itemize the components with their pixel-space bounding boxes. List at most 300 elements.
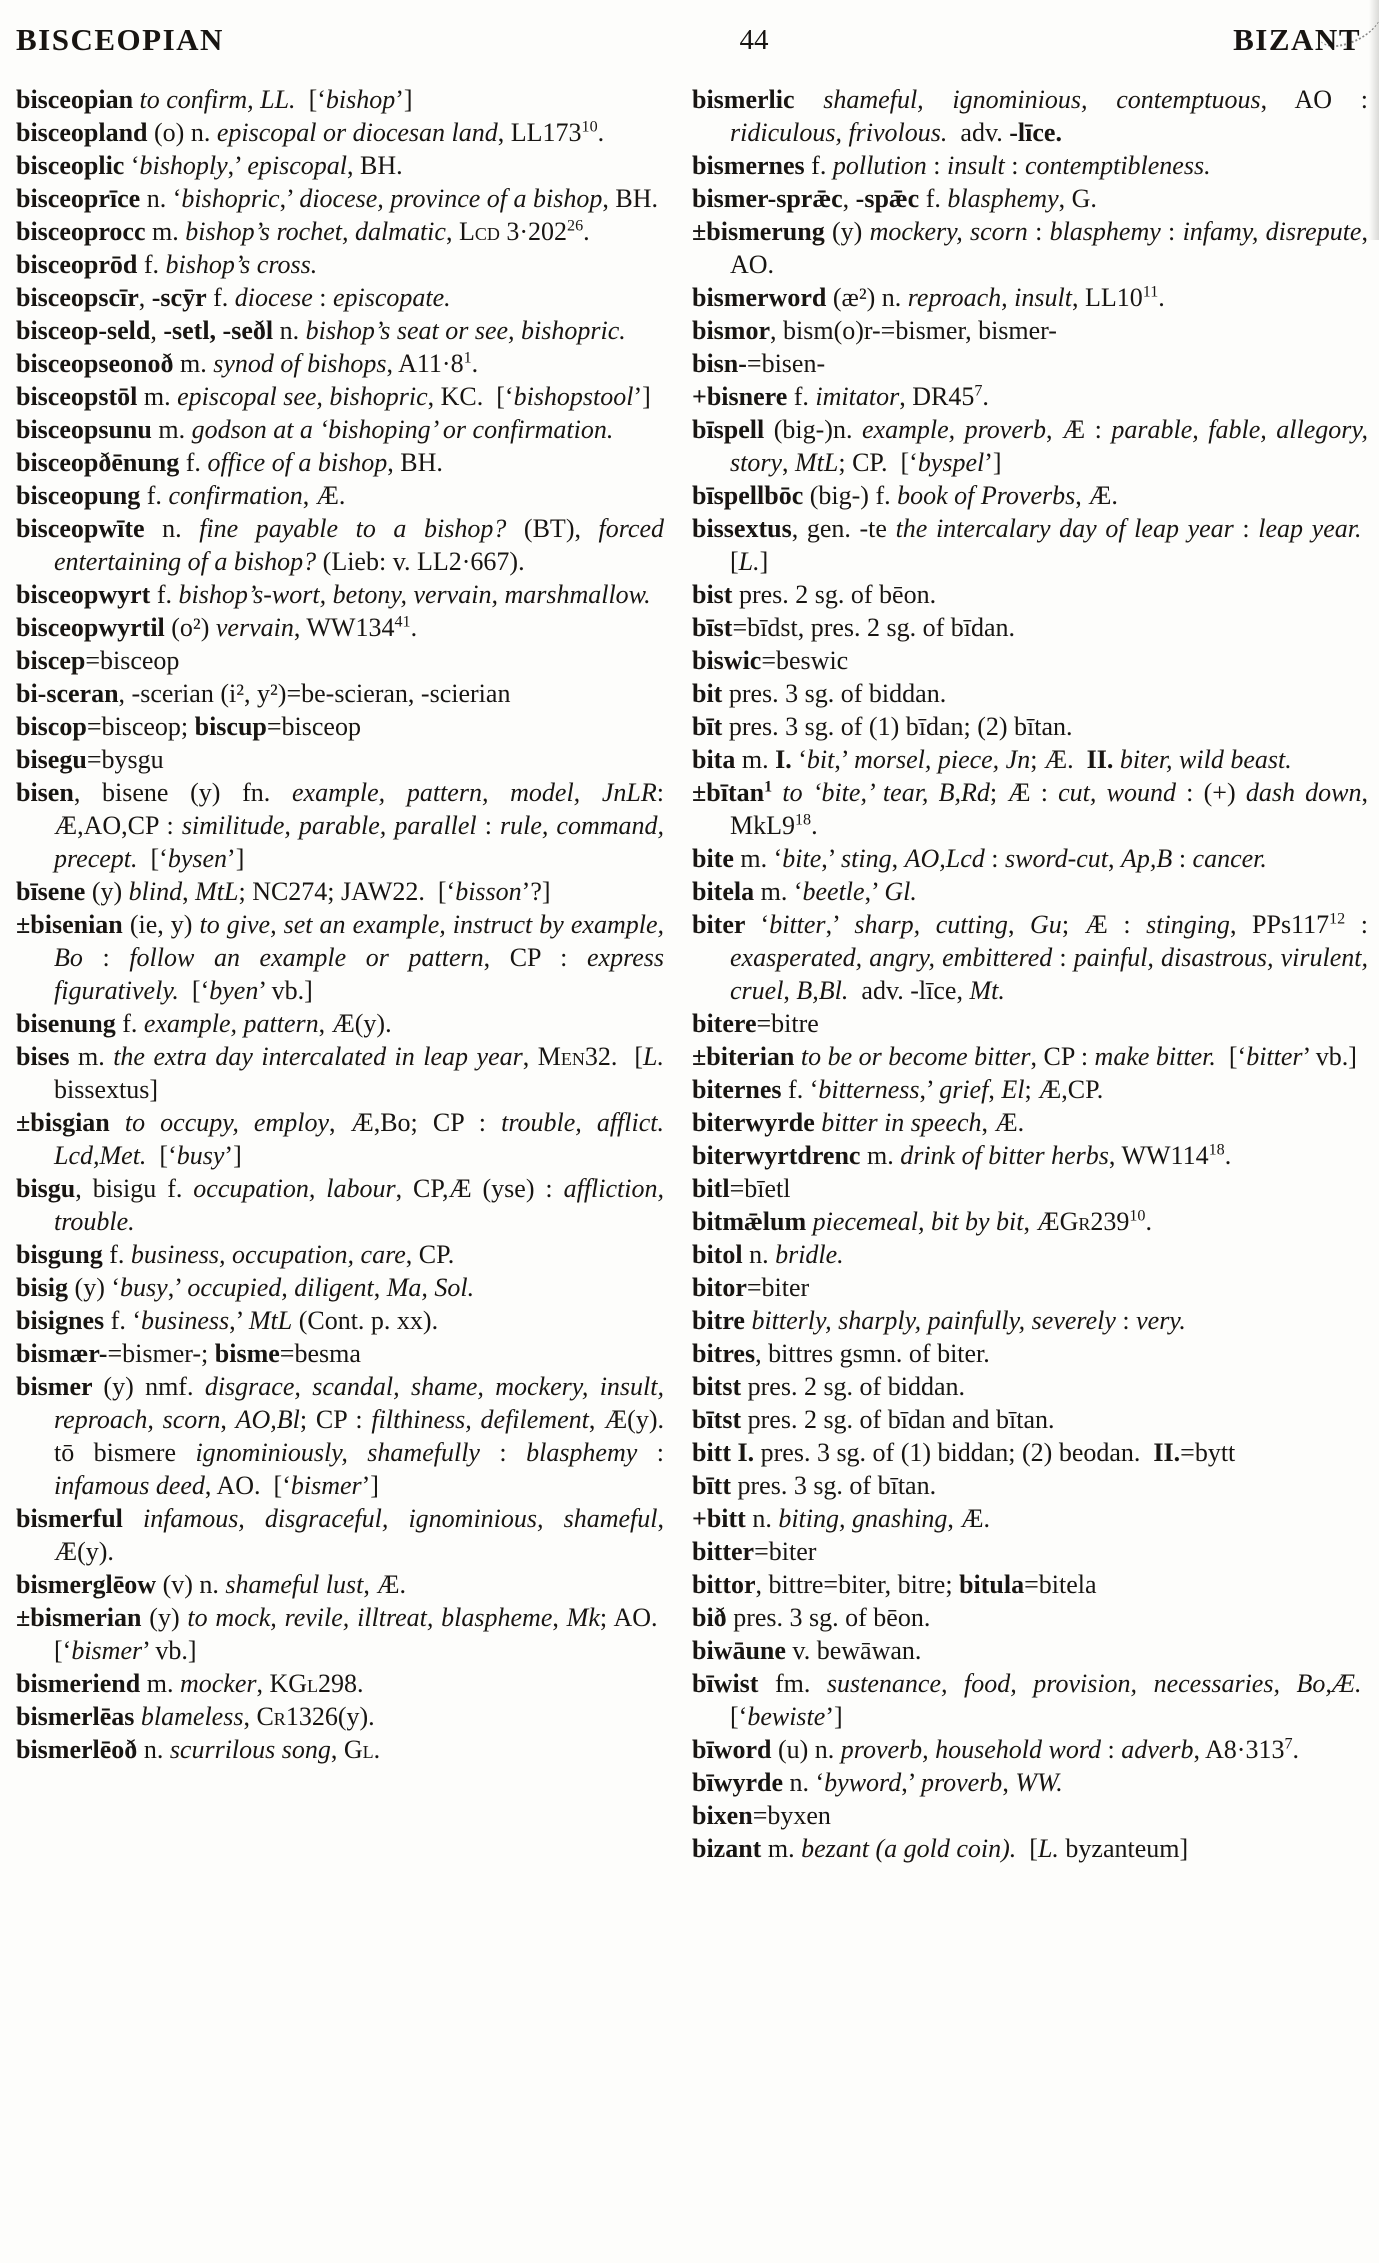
entry-text-segment: to ‘bite,’ tear, B,Rd [782, 778, 990, 807]
entry-text-segment: n. ‘ [146, 184, 182, 213]
entry-text-segment: . [1224, 1141, 1232, 1170]
entry-text-segment: , CP,Æ (yse) : [395, 1174, 564, 1203]
entry-text-segment: morsel, piece, Jn [854, 745, 1031, 774]
entry-text-segment: , Æ. [981, 1108, 1025, 1137]
entry-text-segment: bises [16, 1042, 78, 1071]
entry-text-segment: f. [146, 481, 169, 510]
entry-text-segment: synod of bishops [213, 349, 387, 378]
entry-text-segment: n. [749, 1240, 776, 1269]
dictionary-entry [692, 1733, 1368, 1766]
dictionary-entry [16, 512, 664, 578]
entry-text-segment: ’] [633, 382, 651, 411]
entry-text-segment: business, occupation, care [130, 1240, 406, 1269]
entry-text-segment: : (+) [1175, 778, 1246, 807]
entry-text-segment: [‘ [137, 844, 168, 873]
entry-text-segment: ] [759, 547, 769, 576]
entry-text-segment: affliction, trouble. [54, 1174, 664, 1236]
entry-text-segment: [‘ [295, 85, 326, 114]
entry-text-segment: byword [824, 1768, 902, 1797]
entry-text-segment: , gen. -te [791, 514, 896, 543]
entry-text-segment: f. [122, 1009, 144, 1038]
dictionary-entry [692, 1568, 1368, 1601]
entry-text-segment: ,’ [864, 877, 885, 906]
entry-text-segment: (big-)n. [773, 415, 862, 444]
entry-text-segment: AO,Bl [235, 1405, 300, 1434]
entry-text-segment: bist [692, 580, 739, 609]
entry-text-segment: f. ‘ [788, 1075, 819, 1104]
entry-text-segment: bishopstool [513, 382, 634, 411]
dictionary-entry [16, 1337, 664, 1370]
entry-text-segment: , Æ,Bo; CP : [329, 1108, 502, 1137]
entry-text-segment: biternes [692, 1075, 789, 1104]
entry-text-segment: bīwyrde [692, 1768, 790, 1797]
entry-text-segment: +bitt [692, 1504, 753, 1533]
entry-text-segment: diocese, province of a bishop [299, 184, 603, 213]
entry-text-segment: f. [156, 580, 179, 609]
entry-text-segment: El [1001, 1075, 1025, 1104]
entry-text-segment: , KC. [‘ [427, 382, 514, 411]
entry-text-segment: bisceopscīr [16, 283, 139, 312]
entry-text-segment: Mt. [969, 976, 1005, 1005]
entry-text-segment: bisgu [16, 1174, 76, 1203]
entry-text-segment: the extra day intercalated in leap year [113, 1042, 523, 1071]
entry-text-segment: pres. 3 sg. of biddan. [728, 679, 947, 708]
entry-text-segment: : [1345, 910, 1369, 939]
entry-text-segment: example, pattern [143, 1009, 319, 1038]
entry-text-segment: ridiculous, frivolous. [730, 118, 948, 147]
entry-text-segment: bite [692, 844, 741, 873]
entry-text-segment: , Æ. [1075, 481, 1118, 510]
entry-text-segment: , [783, 976, 797, 1005]
entry-text-segment: bīt [692, 712, 729, 741]
entry-text-segment: , [522, 1042, 538, 1071]
entry-text-segment: bitt [692, 1438, 738, 1467]
entry-text-segment: biscup [194, 712, 267, 741]
entry-text-segment: ‘ [791, 745, 807, 774]
entry-text-segment: AO,Lcd [904, 844, 985, 873]
entry-text-segment: , [138, 283, 152, 312]
entry-text-segment: 26 [567, 217, 584, 235]
entry-text-segment: , [1023, 1207, 1037, 1236]
entry-text-segment: f. ‘ [110, 1306, 141, 1335]
entry-text-segment: , BH. [602, 184, 658, 213]
entry-text-segment: filthiness, defilement [371, 1405, 589, 1434]
entry-text-segment: [‘ [146, 1141, 177, 1170]
entry-text-segment: bismer [290, 1471, 362, 1500]
entry-text-segment: ’] [395, 85, 413, 114]
entry-text-segment: bīspellbōc [692, 481, 810, 510]
entry-text-segment: imitator [815, 382, 900, 411]
entry-text-segment: (y) ‘ [74, 1273, 121, 1302]
entry-text-segment: bismær- [16, 1339, 108, 1368]
dictionary-entry [16, 479, 664, 512]
entry-text-segment: ; CP. [‘ [838, 448, 918, 477]
entry-text-segment: example, pattern, model, JnLR [292, 778, 657, 807]
entry-text-segment: n. ‘ [789, 1768, 825, 1797]
header-guide-word-right: BIZANT [1233, 22, 1361, 57]
dictionary-entry [692, 215, 1368, 281]
entry-text-segment: bitula [959, 1570, 1025, 1599]
dictionary-entry [16, 1370, 664, 1502]
entry-text-segment: f. [919, 184, 948, 213]
entry-text-segment: bitres [692, 1339, 756, 1368]
entry-text-segment: -setl, -seðl [163, 316, 274, 345]
entry-text-segment: business [140, 1306, 230, 1335]
entry-text-segment: bitre [692, 1306, 752, 1335]
entry-text-segment: =bysgu [86, 745, 164, 774]
entry-text-segment: , CP. [405, 1240, 455, 1269]
dictionary-entry [692, 83, 1368, 149]
dictionary-entry [16, 1667, 664, 1700]
entry-text-segment: ; Æ : [989, 778, 1059, 807]
entry-text-segment: , AO. [730, 217, 1368, 279]
entry-text-segment: KGl [269, 1669, 319, 1698]
entry-text-segment: =bitela [1024, 1570, 1097, 1599]
entry-text-segment: bittor [692, 1570, 756, 1599]
entry-text-segment: similitude, parable, parallel [181, 811, 477, 840]
entry-text-segment: biterwyrtdrenc [692, 1141, 867, 1170]
entry-text-segment: : [1052, 943, 1074, 972]
entry-text-segment: bisceopland [16, 118, 154, 147]
dictionary-entry [16, 1502, 664, 1568]
entry-text-segment: byzanteum] [1058, 1834, 1189, 1863]
entry-text-segment: bishopric [181, 184, 280, 213]
entry-text-segment: occupied, diligent [187, 1273, 374, 1302]
dictionary-entry [16, 1700, 664, 1733]
entry-text-segment: =bitre [756, 1009, 819, 1038]
entry-text-segment: express figuratively. [54, 943, 664, 1005]
entry-text-segment: biscep [16, 646, 86, 675]
entry-text-segment: mockery, scorn [869, 217, 1028, 246]
entry-text-segment: pres. 3 sg. of bītan. [737, 1471, 937, 1500]
entry-text-segment: ; Æ : [1061, 910, 1147, 939]
entry-text-segment: bishop’s rochet, dalmatic [185, 217, 446, 246]
dictionary-entry [16, 1040, 664, 1106]
entry-text-segment: bite [782, 844, 822, 873]
entry-text-segment: biterwyrde [692, 1108, 822, 1137]
entry-text-segment: f. [206, 283, 235, 312]
entry-text-segment: (big-) f. [809, 481, 898, 510]
entry-text-segment: bisceopsunu [16, 415, 159, 444]
dictionary-entry [16, 743, 664, 776]
dictionary-entry [16, 314, 664, 347]
entry-text-segment: bi-sceran [16, 679, 119, 708]
entry-text-segment: , LL173 [497, 118, 582, 147]
entry-text-segment: fm. [775, 1669, 827, 1698]
entry-text-segment: bissextus] [54, 1075, 158, 1104]
entry-text-segment: m. [143, 382, 178, 411]
entry-text-segment: , Æ(y). tō bismere [54, 1405, 664, 1467]
entry-text-segment: ±bītan [692, 778, 765, 807]
entry-text-segment: bishop [325, 85, 396, 114]
entry-text-segment: [‘ [1215, 1042, 1247, 1071]
entry-text-segment: =bytt [1180, 1438, 1236, 1467]
entry-text-segment: 298. [318, 1669, 364, 1698]
entry-text-segment: m. [866, 1141, 901, 1170]
entry-text-segment: bisgung [16, 1240, 110, 1269]
dictionary-entry [16, 710, 664, 743]
entry-text-segment: WW. [1015, 1768, 1063, 1797]
entry-text-segment: shameful, ignominious, contemptuous [823, 85, 1261, 114]
entry-text-segment: m. [77, 1042, 114, 1071]
entry-text-segment: bishop’s-wort, betony, vervain, marshmallow. [178, 580, 651, 609]
entry-text-segment: ,’ [825, 910, 855, 939]
entry-text-segment: ’ vb.] [258, 976, 313, 1005]
entry-text-segment: . [1145, 1207, 1152, 1236]
entry-text-segment: (y) [832, 217, 870, 246]
entry-text-segment: bysen [167, 844, 228, 873]
entry-text-segment: , CP : [483, 943, 587, 972]
entry-text-segment: adv. [947, 118, 1010, 147]
entry-text-segment: to mock, revile, illtreat, blaspheme [187, 1603, 553, 1632]
entry-text-segment: disgrace, scandal, shame, mockery, insult, reproach, scorn [54, 1372, 664, 1434]
entry-text-segment: bītst [692, 1405, 748, 1434]
dictionary-entry [16, 116, 664, 149]
entry-text-segment: pollution [832, 151, 927, 180]
dictionary-entry [692, 677, 1368, 710]
entry-text-segment: , DR45 [899, 382, 975, 411]
entry-text-segment: ,’ [834, 745, 855, 774]
entry-text-segment: bishop’s seat or see, bishopric. [305, 316, 626, 345]
entry-text-segment: m. [158, 415, 192, 444]
entry-text-segment: : [926, 151, 947, 180]
dictionary-entry [16, 611, 664, 644]
entry-text-segment: , [1108, 844, 1122, 873]
entry-text-segment: bridle. [775, 1240, 844, 1269]
entry-text-segment: busy [176, 1141, 225, 1170]
dictionary-entry [692, 1799, 1368, 1832]
entry-text-segment: follow an example or pattern [129, 943, 484, 972]
entry-text-segment: bismernes [692, 151, 812, 180]
entry-text-segment: ’] [825, 1702, 843, 1731]
entry-text-segment: bitst [692, 1372, 748, 1401]
entry-text-segment: , [1002, 1768, 1016, 1797]
entry-text-segment: to give, set an example, instruct by example, Bo [54, 910, 664, 972]
entry-text-segment: , bisigu f. [75, 1174, 194, 1203]
entry-text-segment: ’] [224, 1141, 242, 1170]
entry-text-segment: MtL [195, 877, 239, 906]
entry-text-segment: adverb [1121, 1735, 1194, 1764]
entry-text-segment: pres. 2 sg. of bēon. [738, 580, 937, 609]
entry-text-segment: , [552, 1603, 567, 1632]
entry-text-segment: f. [143, 250, 166, 279]
entry-text-segment: , -scerian (i², y²)=be-scieran, -scierian [118, 679, 511, 708]
entry-text-segment: (BT), [506, 514, 599, 543]
entry-text-segment: bisceoprīce [16, 184, 147, 213]
entry-text-segment: , AO : [1260, 85, 1368, 114]
dictionary-entry [16, 1304, 664, 1337]
entry-text-segment: bitol [692, 1240, 750, 1269]
dictionary-entry [16, 1601, 664, 1667]
entry-text-segment: : [476, 811, 500, 840]
entry-text-segment: , G. [1058, 184, 1097, 213]
entry-text-segment: stinging [1146, 910, 1230, 939]
entry-text-segment: , Æ. [302, 481, 346, 510]
entry-text-segment: n. [143, 1735, 170, 1764]
entry-text-segment: , MkL9 [730, 778, 1369, 840]
entry-text-segment: , Æ : [1045, 415, 1112, 444]
entry-text-segment: , Æ(y). [318, 1009, 392, 1038]
entry-text-segment: ’] [227, 844, 245, 873]
entry-text-segment: Gl [343, 1735, 374, 1764]
entry-text-segment: n. [273, 316, 306, 345]
entry-text-segment: bīwist [692, 1669, 775, 1698]
entry-text-segment: bitter [1246, 1042, 1303, 1071]
entry-text-segment: very. [1136, 1306, 1186, 1335]
entry-text-segment: bisceopwyrtil [16, 613, 172, 642]
entry-text-segment: ’ vb.] [142, 1636, 197, 1665]
entry-text-segment: (y) nmf. [103, 1372, 205, 1401]
entry-text-segment: . [1158, 283, 1165, 312]
entry-text-segment: rule, command, precept. [54, 811, 664, 873]
dictionary-entry [692, 347, 1368, 380]
entry-text-segment: biwāune [692, 1636, 793, 1665]
entry-text-segment: ’] [361, 1471, 379, 1500]
entry-text-segment: blameless [140, 1702, 244, 1731]
entry-text-segment: Ma, Sol. [386, 1273, 475, 1302]
entry-text-segment: , A11·8 [386, 349, 464, 378]
dictionary-entry [16, 1733, 664, 1766]
entry-text-segment: f. [811, 151, 833, 180]
entry-text-segment: ’ vb.] [1302, 1042, 1357, 1071]
entry-text-segment: bīword [692, 1735, 778, 1764]
entry-text-segment: bismer-sprǣc [692, 184, 843, 213]
entry-text-segment: busy [120, 1273, 168, 1302]
dictionary-entry [16, 215, 664, 248]
entry-text-segment: bit [806, 745, 835, 774]
entry-text-segment: bismer [71, 1636, 143, 1665]
dictionary-entry [16, 182, 664, 215]
entry-text-segment: drink of bitter herbs [900, 1141, 1109, 1170]
entry-text-segment: ; Æ. [1030, 745, 1087, 774]
dictionary-entry [16, 578, 664, 611]
entry-text-segment: =bīdst, pres. 2 sg. of bīdan. [732, 613, 1016, 642]
entry-text-segment: [ [730, 514, 1368, 576]
entry-text-segment: , [256, 1669, 270, 1698]
entry-text-segment: MtL [795, 448, 839, 477]
entry-text-segment: [‘ [730, 1669, 1368, 1731]
entry-text-segment: , [782, 448, 795, 477]
entry-text-segment: bitterly, sharply, painfully, severely [751, 1306, 1116, 1335]
entry-text-segment: to confirm, LL. [139, 85, 296, 114]
entry-text-segment: bewiste [747, 1702, 826, 1731]
dictionary-entry [692, 1535, 1368, 1568]
entry-text-segment: bisceopðēnung [16, 448, 186, 477]
entry-text-segment: godson at a ‘bishoping’ or confirmation. [191, 415, 614, 444]
entry-text-segment: ignominiously, shamefully [195, 1438, 480, 1467]
entry-text-segment: biswic [692, 646, 762, 675]
entry-text-segment: occupation, labour [193, 1174, 396, 1203]
entry-text-segment: =bisceop [85, 646, 180, 675]
entry-text-segment: ±bismerian [16, 1603, 150, 1632]
entry-text-segment: , [891, 844, 905, 873]
entry-text-segment: Ap,B [1121, 844, 1173, 873]
entry-text-segment: . [373, 1735, 381, 1764]
entry-text-segment: I. [775, 745, 792, 774]
dictionary-entry [692, 1469, 1368, 1502]
entry-text-segment: . [471, 349, 479, 378]
dictionary-entry [692, 281, 1368, 314]
entry-text-segment: shameful lust [225, 1570, 364, 1599]
dictionary-entry [692, 611, 1368, 644]
entry-text-segment: +bisnere [692, 382, 794, 411]
entry-text-segment: =bisceop; [86, 712, 195, 741]
entry-text-segment: m. [767, 1834, 802, 1863]
entry-text-segment: bisceopwyrt [16, 580, 157, 609]
entry-text-segment: bisceopung [16, 481, 147, 510]
entry-text-segment: , [330, 1735, 344, 1764]
entry-text-segment: , Æ(y). [54, 1504, 664, 1566]
entry-text-segment: biter, wild beast. [1119, 745, 1292, 774]
dictionary-entry [692, 644, 1368, 677]
entry-text-segment: fine payable to a bishop? [199, 514, 507, 543]
entry-text-segment: bitter [769, 910, 826, 939]
entry-text-segment: sustenance, food, provision, necessaries, Bo,Æ. [826, 1669, 1362, 1698]
entry-text-segment: Lcd [458, 217, 500, 246]
dictionary-entry [692, 512, 1368, 578]
entry-text-segment [772, 778, 782, 807]
entry-text-segment: 11 [1142, 283, 1159, 301]
entry-text-segment: II. [1153, 1438, 1181, 1467]
entry-text-segment: m. ‘ [760, 877, 803, 906]
entry-text-segment: f. [793, 382, 816, 411]
entry-text-segment: 1 [463, 349, 472, 367]
entry-text-segment: bið [692, 1603, 734, 1632]
entry-text-segment: bisceopseonoð [16, 349, 180, 378]
entry-text-segment: pres. 3 sg. of (1) biddan; (2) beodan. [754, 1438, 1154, 1467]
dictionary-entry [692, 149, 1368, 182]
entry-text-segment: 1 [764, 778, 773, 796]
entry-text-segment: infamy, disrepute [1182, 217, 1362, 246]
entry-text-segment: bitter [692, 1537, 755, 1566]
entry-text-segment: , BH. [387, 448, 443, 477]
entry-text-segment: 41 [394, 613, 411, 631]
entry-text-segment: pres. 3 sg. of bēon. [733, 1603, 931, 1632]
entry-text-segment: vervain [215, 613, 294, 642]
entry-text-segment: 10 [1129, 1207, 1146, 1225]
dictionary-entry [692, 578, 1368, 611]
entry-text-segment: ±bismerung [692, 217, 833, 246]
dictionary-entry [692, 776, 1368, 842]
entry-text-segment: pres. 3 sg. of (1) bīdan; (2) bītan. [728, 712, 1073, 741]
entry-text-segment: beetle [802, 877, 865, 906]
entry-text-segment: 3·202 [499, 217, 568, 246]
entry-text-segment: Mk [566, 1603, 600, 1632]
entry-text-segment: =bisen- [746, 349, 826, 378]
entry-text-segment: -līce. [1009, 118, 1062, 147]
entry-text-segment: Gu [1030, 910, 1062, 939]
entry-text-segment: biscop [16, 712, 87, 741]
entry-text-segment: bismerlic [692, 85, 824, 114]
entry-text-segment: (y) [91, 877, 129, 906]
entry-text-segment: : [1160, 217, 1183, 246]
entry-text-segment: II. [1086, 745, 1114, 774]
dictionary-entry [692, 1073, 1368, 1106]
entry-text-segment: blasphemy [947, 184, 1059, 213]
entry-text-segment: Cr [256, 1702, 286, 1731]
entry-text-segment: bitor [692, 1273, 747, 1302]
dictionary-entry [692, 1205, 1368, 1238]
dictionary-entry [692, 1304, 1368, 1337]
entry-text-segment: f. [109, 1240, 131, 1269]
entry-text-segment: 32. [ [584, 1042, 644, 1071]
entry-text-segment: leap year. [1258, 514, 1362, 543]
entry-text-segment: . [410, 613, 418, 642]
entry-text-segment: (Lieb: v. LL2·667). [316, 547, 525, 576]
entry-text-segment: . [982, 382, 989, 411]
dictionary-entry [692, 1238, 1368, 1271]
dictionary-entry [692, 1040, 1368, 1073]
